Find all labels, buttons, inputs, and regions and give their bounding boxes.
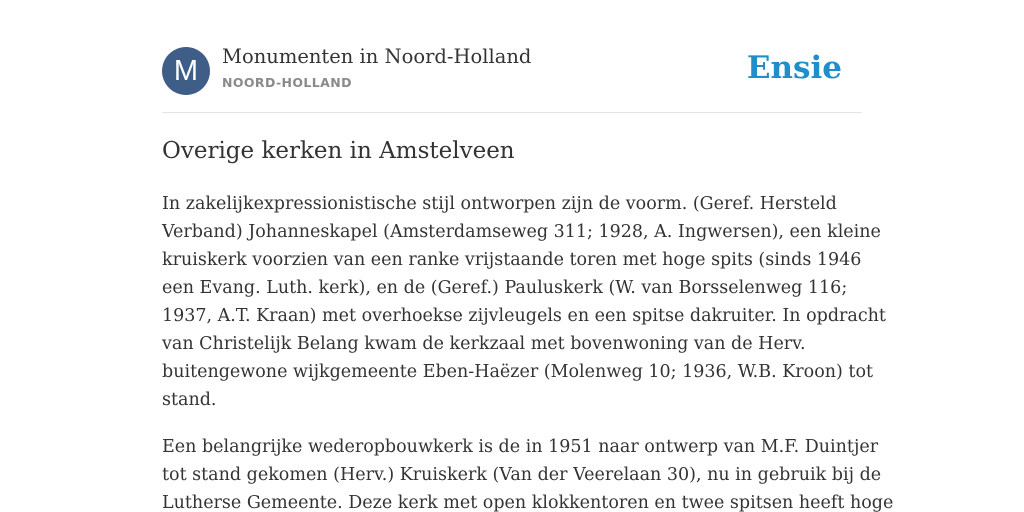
content-column: [162, 0, 894, 512]
paragraph-line: Verband) Johanneskapel (Amsterdamseweg 311; 1928, A. Ingwersen), een kleine: [162, 222, 881, 242]
paragraph-2: [162, 433, 894, 512]
article-body: [162, 190, 894, 512]
paragraph-line: tot stand gekomen (Herv.) Kruiskerk (Van der Veerelaan 30), nu in gebruik bij de: [162, 465, 882, 485]
paragraph-line: stand.: [162, 390, 217, 410]
paragraph-line: een Evang. Luth. kerk), en de (Geref.) Pauluskerk (W. van Borsselenweg 116;: [162, 278, 848, 298]
source-avatar[interactable]: M: [162, 47, 210, 95]
paragraph-line: In zakelijkexpressionistische stijl ontworpen zijn de voorm. (Geref. Hersteld: [162, 194, 837, 214]
paragraph-line: Lutherse Gemeente. Deze kerk met open klokkentoren en twee spitsen heeft hoge: [162, 493, 894, 512]
source-header: [162, 0, 862, 113]
article-title: Overige kerken in Amstelveen: [162, 138, 515, 164]
source-name-link[interactable]: Monumenten in Noord-Holland: [222, 45, 532, 68]
paragraph-line: kruiskerk voorzien van een ranke vrijstaande toren met hoge spits (sinds 1946: [162, 250, 862, 270]
paragraph-line: 1937, A.T. Kraan) met overhoekse zijvleugels en een spitse dakruiter. In opdracht: [162, 306, 886, 326]
paragraph-line: Een belangrijke wederopbouwkerk is de in 1951 naar ontwerp van M.F. Duintjer: [162, 437, 879, 457]
paragraph-line: van Christelijk Belang kwam de kerkzaal met bovenwoning van de Herv.: [162, 334, 806, 354]
source-region-link[interactable]: NOORD-HOLLAND: [222, 75, 352, 90]
brand-logo[interactable]: Ensie: [746, 50, 842, 86]
paragraph-line: buitengewone wijkgemeente Eben-Haëzer (Molenweg 10; 1936, W.B. Kroon) tot: [162, 362, 874, 382]
paragraph-1: [162, 190, 886, 414]
